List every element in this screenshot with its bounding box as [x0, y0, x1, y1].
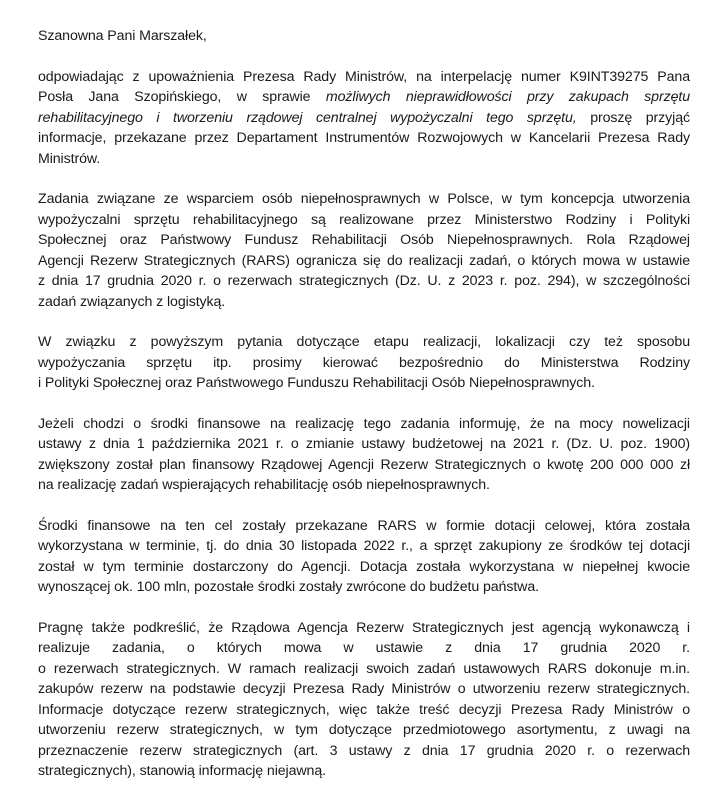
text-line	[38, 536, 690, 557]
text-segment: z dnia 17 grudnia 2020 r. o rezerwach strategicznych (Dz. U. z 2023 r. poz. 294), w szczególności	[38, 273, 690, 289]
text-line	[38, 230, 690, 251]
text-line	[38, 659, 690, 680]
text-line	[38, 516, 690, 537]
text-line	[38, 251, 690, 272]
text-segment: wypożyczalni sprzętu rehabilitacyjnego są realizowane przez Ministerstwo Rodziny i Polityki	[38, 211, 690, 228]
text-segment: Zadania związane ze wsparciem osób niepełnosprawnych w Polsce, w tym koncepcja utworzenia	[38, 191, 690, 207]
text-segment: Ministrów.	[38, 150, 101, 167]
text-segment: zakupów rezerw na podstawie decyzji Prezesa Rady Ministrów o utworzeniu rezerw strategicznych.	[38, 681, 690, 697]
text-line	[38, 761, 690, 782]
text-line	[38, 414, 690, 435]
text-segment: na realizację zadań wspierających rehabilitację osób niepełnosprawnych.	[38, 477, 490, 493]
text-segment: strategicznych), stanowią informację niejawną.	[38, 763, 326, 779]
text-segment: Posła Jana Szopińskiego, w sprawie	[38, 89, 326, 105]
text-segment: Informacje dotyczące rezerw strategicznych, więc także treść decyzji Prezesa Rady Ministrów o	[38, 701, 690, 718]
text-line	[38, 189, 690, 210]
paragraph-3	[38, 332, 690, 394]
text-line	[38, 87, 690, 108]
text-line	[38, 67, 690, 88]
text-line	[38, 271, 690, 292]
text-segment: Jeżeli chodzi o środki finansowe na realizację tego zadania informuję, że na mocy nowelizacji	[38, 415, 690, 432]
text-segment: wykorzystana w terminie, tj. do dnia 30 listopada 2022 r., a sprzęt zakupiony ze środków tej dotacji	[38, 538, 690, 554]
letter-body	[38, 67, 690, 782]
text-segment: Społecznej oraz Państwowy Fundusz Rehabilitacji Osób Niepełnosprawnych. Rola Rządowej	[38, 232, 690, 248]
text-segment: o rezerwach strategicznych. W ramach realizacji swoich zadań ustawowych RARS dokonuje m.in.	[38, 660, 690, 677]
salutation: Szanowna Pani Marszałek,	[38, 28, 207, 44]
text-line	[38, 475, 690, 496]
text-segment: ustawy z dnia 1 października 2021 r. o zmianie ustawy budżetowej na 2021 r. (Dz. U. poz. 1900)	[38, 436, 690, 452]
text-line	[38, 210, 690, 231]
text-segment: informacje, przekazane przez Departament Instrumentów Rozwojowych w Kancelarii Prezesa Rady	[38, 130, 690, 146]
text-line	[38, 638, 690, 659]
text-segment: zadań związanych z logistyką.	[38, 293, 226, 310]
text-line	[38, 741, 690, 762]
text-line	[38, 373, 690, 394]
text-segment: proszę przyjąć	[576, 109, 690, 126]
italic-text-segment: rehabilitacyjnego i tworzeniu rządowej centralnej wypożyczalni tego sprzętu,	[38, 109, 577, 126]
text-segment: odpowiadając z upoważnienia Prezesa Rady Ministrów, na interpelację numer K9INT39275 Pana	[38, 68, 690, 85]
text-segment: Środki finansowe na ten cel zostały przekazane RARS w formie dotacji celowej, która została	[38, 517, 690, 534]
paragraph-5	[38, 516, 690, 598]
text-segment: W związku z powyższym pytania dotyczące etapu realizacji, lokalizacji czy też sposobu	[38, 334, 690, 350]
text-segment: Pragnę także podkreślić, że Rządowa Agencja Rezerw Strategicznych jest agencją wykonawczą i	[38, 619, 690, 636]
text-segment: wypożyczania sprzętu itp. prosimy kierować bezpośrednio do Ministerstwa Rodziny	[38, 354, 690, 371]
text-line	[38, 353, 690, 374]
text-line	[38, 679, 690, 700]
text-line	[38, 618, 690, 639]
italic-text-segment: możliwych nieprawidłowości przy zakupach sprzętu	[325, 89, 690, 105]
text-segment: realizuje zadania, o których mowa w ustawie z dnia 17 grudnia 2020 r.	[38, 640, 690, 656]
paragraph-2	[38, 189, 690, 312]
text-line	[38, 149, 690, 170]
paragraph-6	[38, 618, 690, 782]
text-line	[38, 128, 690, 149]
text-line	[38, 557, 690, 578]
text-segment: przeznaczenie rezerw strategicznych (art. 3 ustawy z dnia 17 grudnia 2020 r. o rezerwach	[38, 742, 690, 759]
text-segment: Agencji Rezerw Strategicznych (RARS) ogranicza się do realizacji zadań, o których mowa w ustawie	[38, 252, 690, 269]
text-line	[38, 434, 690, 455]
text-line	[38, 577, 690, 598]
text-segment: został w tym terminie dostarczony do Agencji. Dotacja została wykorzystana w niepełnej kwocie	[38, 558, 690, 575]
paragraph-1	[38, 67, 690, 170]
text-line	[38, 332, 690, 353]
letter-content	[38, 26, 690, 782]
paragraph-4	[38, 414, 690, 496]
text-segment: zwiększony został plan finansowy Rządowej Agencji Rezerw Strategicznych o kwotę 200 000 000 zł	[38, 456, 690, 473]
text-line	[38, 720, 690, 741]
text-line	[38, 700, 690, 721]
text-line	[38, 292, 690, 313]
text-segment: wynoszącej ok. 100 mln, pozostałe środki zostały zwrócone do budżetu państwa.	[38, 579, 539, 595]
text-line	[38, 108, 690, 129]
text-segment: utworzeniu rezerw strategicznych, w tym dotyczące przedmiotowego asortymentu, z uwagi na	[38, 722, 690, 738]
text-segment: i Polityki Społecznej oraz Państwowego Funduszu Rehabilitacji Osób Niepełnosprawnych.	[38, 375, 595, 391]
text-line	[38, 455, 690, 476]
